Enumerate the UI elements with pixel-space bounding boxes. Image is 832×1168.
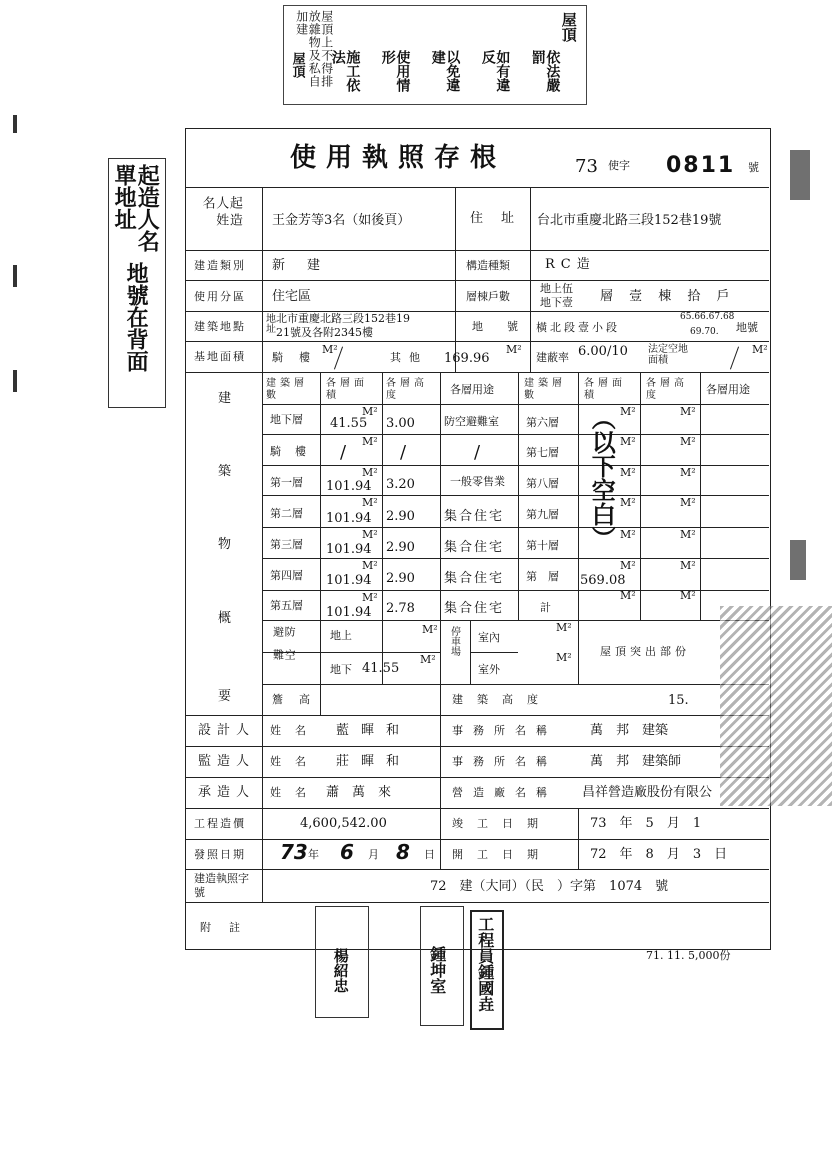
margin-mark: [13, 115, 17, 133]
designer-name-label: 姓名: [270, 724, 320, 737]
note-label: 附註: [200, 921, 258, 934]
complete-label: 竣工日期: [452, 817, 552, 830]
floor-use: /: [474, 442, 481, 463]
issue-month: 6: [340, 840, 354, 864]
right-floor-name: 第九層: [526, 508, 559, 521]
permit-value: 72 建（大同）（民 ）字第 1074 號: [430, 879, 669, 894]
floor-name: 第一層: [270, 476, 303, 489]
contractor-label: 承造人: [198, 785, 256, 800]
site-label: 建築地點: [194, 320, 246, 333]
building-label-5: 要: [218, 689, 232, 704]
address-label: 住址: [470, 211, 533, 226]
permit-label: 建造執照字號: [194, 872, 249, 899]
unit-mark: M²: [420, 653, 436, 666]
complete-value: 73 年 5 月 1: [590, 816, 702, 831]
print-footer: 71. 11. 5,000份: [646, 949, 731, 962]
right-floor-name: 計: [540, 601, 551, 614]
address-value: 台北市重慶北路三段152巷19號: [537, 213, 722, 228]
edge-seal: [720, 606, 832, 806]
issue-label: 發照日期: [194, 848, 246, 861]
side-note-text: 地號在背面: [123, 262, 149, 372]
unit-mark: M²: [680, 589, 696, 602]
height-label: 建築高度: [452, 693, 552, 706]
lot-numbers-2: 69.70.: [690, 327, 719, 337]
start-value: 72 年 8 月 3 日: [590, 847, 728, 862]
floor-height: 3.00: [386, 416, 415, 431]
floor-height: 2.90: [386, 540, 415, 555]
unit-mark: M²: [680, 405, 696, 418]
notice-text: 屋頂上不得排放雜物及私自加建: [294, 10, 334, 88]
unit-mark: M²: [362, 559, 378, 572]
floor-name: 第三層: [270, 538, 303, 551]
edge-mark: [790, 540, 806, 580]
col-header-height: 各層高度: [386, 378, 428, 401]
shelter-label: 防空避難: [271, 626, 297, 672]
eave-label: 簷高: [272, 693, 326, 706]
floor-height: 2.90: [386, 571, 415, 586]
side-note-label: 起造人名單地址: [111, 164, 160, 252]
right-floor-name: 第八層: [526, 477, 559, 490]
col-header-floors: 建築層數: [266, 378, 308, 401]
start-label: 開工日期: [452, 848, 552, 861]
margin-mark: [13, 265, 17, 287]
right-floor-name: 第六層: [526, 416, 559, 429]
unit-mark: M²: [680, 466, 696, 479]
contractor-name-label: 姓名: [270, 786, 320, 799]
unit-mark: M²: [620, 496, 636, 509]
floor-use: 集合住宅: [444, 601, 505, 616]
permit-number: 0811: [666, 153, 736, 178]
floors-top: 地上伍: [540, 282, 573, 295]
floors-label: 層棟戶數: [466, 290, 510, 303]
building-label-3: 物: [218, 537, 232, 552]
use-zone-label: 使用分區: [194, 290, 246, 303]
issue-day: 8: [396, 840, 410, 864]
unit-mark: M²: [422, 623, 438, 636]
shelter-below: 地下: [330, 663, 352, 676]
lot-label: 地號: [472, 320, 542, 333]
unit-mark: M²: [620, 435, 636, 448]
coverage-value: 6.00/10: [578, 344, 628, 359]
unit-mark: M²: [620, 589, 636, 602]
margin-mark: [13, 370, 17, 392]
stamp-a: 楊紹忠: [331, 948, 350, 993]
height-value: 15.: [668, 693, 689, 708]
floor-area: /: [340, 442, 347, 463]
col-header-use-r: 各層用途: [706, 383, 750, 396]
notice-text-7: 依法嚴罰: [529, 50, 561, 92]
unit-mark: M²: [362, 496, 378, 509]
shelter-below-value: 41.55: [362, 661, 400, 676]
unit-mark: M²: [620, 405, 636, 418]
notice-text-3: 施工依法: [329, 50, 361, 92]
parking-out: 室外: [478, 663, 500, 676]
contractor-firm-label: 營造廠名稱: [452, 786, 557, 799]
area-a-unit: M²: [322, 343, 338, 356]
issue-unit-day: 日: [424, 848, 435, 861]
site-value-2: 21號及各附2345樓: [276, 326, 373, 339]
floor-name: 第二層: [270, 507, 303, 520]
floor-area: 101.94: [326, 511, 372, 526]
notice-text-6: 如有違反: [479, 50, 511, 92]
contractor-name: 蕭 萬 來: [326, 785, 392, 800]
building-label-2: 築: [218, 464, 232, 479]
floors-mid: 層 壹 棟 拾 戶: [600, 289, 736, 304]
edge-mark: [790, 150, 810, 200]
building-label-4: 概: [218, 611, 232, 626]
build-type-value: 新建: [272, 258, 343, 273]
unit-mark: M²: [680, 435, 696, 448]
floor-area: 101.94: [326, 573, 372, 588]
unit-mark: M²: [362, 466, 378, 479]
area-b-unit: M²: [506, 343, 522, 356]
area-b: 其他: [390, 351, 428, 364]
floor-use: 集合住宅: [444, 540, 505, 555]
area-a: 騎樓: [272, 351, 326, 364]
building-label-1: 建: [218, 391, 232, 406]
stamp-b: 鍾坤室: [427, 946, 447, 994]
unit-mark: M²: [362, 591, 378, 604]
right-floor-name: 第 層: [526, 570, 559, 583]
floor-name: 第五層: [270, 599, 303, 612]
floor-name: 騎樓: [270, 445, 320, 458]
notice-text-4: 使用情形: [379, 50, 411, 92]
unit-mark: M²: [620, 559, 636, 572]
supervisor-name: 莊暉和: [336, 754, 412, 769]
parking-label: 停車場: [448, 626, 460, 656]
floor-use: 防空避難室: [444, 415, 499, 428]
permit-year: 73: [575, 156, 598, 177]
build-type-label: 建造類別: [194, 259, 246, 272]
col-header-height-r: 各層高度: [646, 378, 688, 401]
notice-col-1: 屋頂: [559, 12, 578, 42]
designer-label: 設計人: [198, 723, 256, 738]
supervisor-office: 萬 邦 建築師: [590, 754, 682, 769]
unit-mark: M²: [362, 435, 378, 448]
floors-bottom: 地下壹: [540, 296, 573, 309]
unit-mark: M²: [362, 528, 378, 541]
floor-name: 地下層: [270, 413, 303, 426]
floor-use: 集合住宅: [444, 509, 505, 524]
floor-use: 集合住宅: [444, 571, 505, 586]
notice-text-5: 以免違建: [429, 50, 461, 92]
floor-area: 41.55: [330, 416, 368, 431]
legal-unit: M²: [752, 343, 768, 356]
right-floor-name: 第十層: [526, 539, 559, 552]
total-area: 569.08: [580, 573, 626, 588]
parking-in: 室內: [478, 631, 500, 644]
floor-height: 2.90: [386, 509, 415, 524]
stamp-c: 工程員鍾國垚: [475, 916, 495, 1012]
floor-area: 101.94: [326, 605, 372, 620]
designer-office: 萬 邦 建築: [590, 723, 669, 738]
structure-value: RC造: [545, 257, 596, 272]
shelter-above: 地上: [330, 629, 352, 642]
unit-mark: M²: [556, 621, 572, 634]
unit-mark: M²: [362, 405, 378, 418]
unit-mark: M²: [680, 559, 696, 572]
floor-use: 一般零售業: [450, 475, 505, 488]
permit-char: 使字: [608, 159, 630, 172]
structure-label: 構造種類: [466, 259, 510, 272]
floor-name: 第四層: [270, 569, 303, 582]
supervisor-office-label: 事務所名稱: [452, 755, 557, 768]
unit-mark: M²: [556, 651, 572, 664]
floor-height: 3.20: [386, 477, 415, 492]
permit-suffix: 號: [748, 161, 759, 174]
notice-text-2: 屋頂: [289, 52, 305, 78]
cost-value: 4,600,542.00: [300, 816, 387, 831]
legal-label: 法定空地面積: [648, 344, 688, 366]
right-floor-name: 第七層: [526, 446, 559, 459]
issue-unit-month: 月: [368, 848, 379, 861]
lot-numbers-1: 65.66.67.68: [680, 312, 735, 322]
designer-name: 藍暉和: [336, 723, 412, 738]
area-label: 基地面積: [194, 350, 246, 363]
floor-height: 2.78: [386, 601, 415, 616]
lot-value: 橫北段壹小段: [536, 321, 620, 334]
unit-mark: M²: [620, 466, 636, 479]
area-b-value: 169.96: [444, 351, 490, 366]
roof-label: 屋頂突出部份: [600, 645, 690, 658]
supervisor-label: 監造人: [198, 754, 256, 769]
applicant-value: 王金芳等3名（如後頁）: [272, 213, 411, 228]
coverage-label: 建蔽率: [536, 351, 569, 364]
col-header-floors-r: 建築層數: [524, 378, 566, 401]
use-zone-value: 住宅區: [272, 289, 312, 304]
unit-mark: M²: [680, 496, 696, 509]
col-header-use: 各層用途: [450, 383, 494, 396]
cost-label: 工程造價: [194, 817, 246, 830]
designer-office-label: 事務所名稱: [452, 724, 557, 737]
issue-year: 73: [280, 840, 308, 864]
col-header-area-r: 各層面積: [584, 378, 626, 401]
contractor-firm: 昌祥營造廠股份有限公: [582, 785, 713, 800]
col-header-area: 各層面積: [326, 378, 368, 401]
form-title: 使用執照存根: [290, 143, 507, 173]
right-blank-note: （以下空白）: [587, 406, 616, 550]
unit-mark: M²: [620, 528, 636, 541]
lot-suffix: 地號: [736, 321, 758, 334]
site-prefix: 地址: [263, 313, 275, 333]
issue-unit-year: 年: [308, 848, 319, 861]
floor-area: 101.94: [326, 479, 372, 494]
floor-height: /: [400, 442, 407, 463]
unit-mark: M²: [680, 528, 696, 541]
floor-area: 101.94: [326, 542, 372, 557]
site-value-1: 北市重慶北路三段152巷19: [276, 312, 410, 325]
supervisor-name-label: 姓名: [270, 755, 320, 768]
applicant-label: 起造人姓名: [199, 196, 242, 230]
